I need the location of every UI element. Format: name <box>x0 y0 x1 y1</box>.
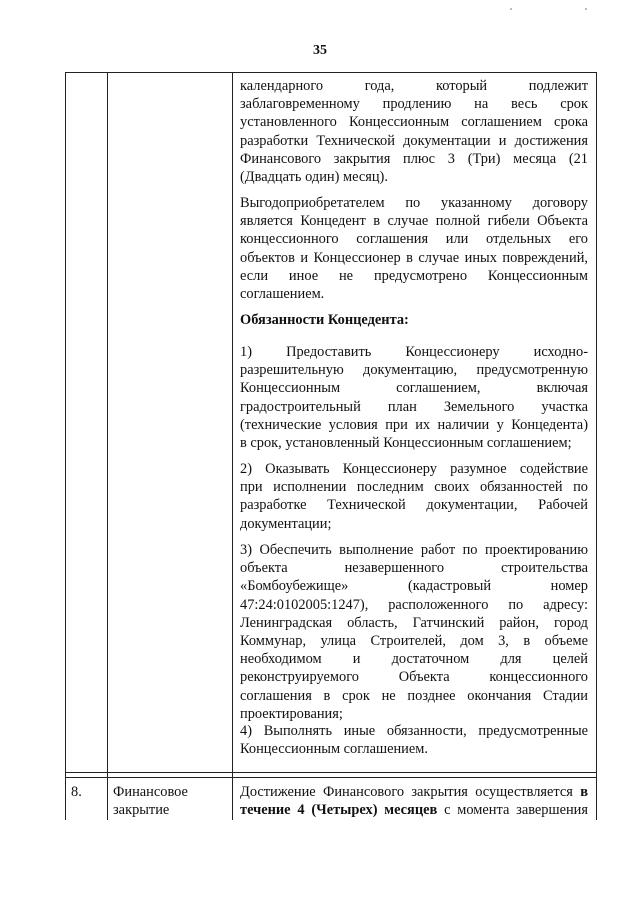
text-line: (Двадцать один) месяц). <box>240 168 388 185</box>
text-line: 47:24:0102005:1247), расположенного по адресу: <box>240 596 588 613</box>
text-line: соглашения в срок не позднее окончания Стадии <box>240 687 588 704</box>
text-line: разработки Технической документации и достижения <box>240 132 588 149</box>
text-line: в срок, установленный Концессионным соглашением; <box>240 434 572 451</box>
text-line: концессионного соглашения или отдельных его <box>240 231 588 248</box>
table-col-divider <box>107 72 108 820</box>
text-line: Финансового закрытия плюс 3 (Три) месяца (21 <box>240 150 588 167</box>
text-line: объекта незавершенного строительства <box>240 560 588 577</box>
row-number: 8. <box>71 784 82 800</box>
row-term <box>113 783 229 819</box>
text-line: необходимом и достаточном для целей <box>240 651 588 668</box>
text-line: реконструируемого Объекта концессионного <box>240 669 588 686</box>
table-col-divider <box>232 72 233 820</box>
paragraph-insurance-term <box>240 77 588 186</box>
text-line: объектов и Концессионер в случае иных повреждений, <box>240 249 588 266</box>
text-line: Концессионным соглашением. <box>240 741 428 758</box>
table-row-divider <box>65 777 596 778</box>
list-item <box>240 343 588 452</box>
table-row-divider <box>65 772 596 773</box>
text-line: при исполнении последним своих обязанностей по <box>240 479 588 496</box>
text-line: Коммунар, улица Строителей, дом 3, в объеме <box>240 632 588 649</box>
table-right-border <box>596 72 597 820</box>
list-item <box>240 722 588 758</box>
text-line: закрытие <box>113 802 170 819</box>
text-line: Финансовое <box>113 784 188 800</box>
text-line: заблаговременному продлению на весь срок <box>240 96 588 113</box>
row-description <box>240 783 588 819</box>
page-number: 35 <box>313 43 327 58</box>
text-line: документации; <box>240 515 332 532</box>
text-line: Концессионным соглашением, включая <box>240 380 588 397</box>
text-line: 1) Предоставить Концессионеру исходно- <box>240 344 588 360</box>
text-line: Выгодоприобретателем по указанному договору <box>240 195 588 211</box>
text-line: Достижение Финансового закрытия осуществляется в <box>240 784 588 800</box>
list-item <box>240 541 588 723</box>
text-line: 2) Оказывать Концессионеру разумное содействие <box>240 461 588 477</box>
text-line: является Концедент в случае полной гибели Объекта <box>240 213 588 230</box>
text-line: разработке Технической документации, Рабочей <box>240 497 588 514</box>
text-line: «Бомбоубежище» (кадастровый номер <box>240 578 588 595</box>
text-line: проектирования; <box>240 705 343 722</box>
text-line: если иное не предусмотрено Концессионным <box>240 267 588 284</box>
text-line: календарного года, который подлежит <box>240 78 588 94</box>
section-heading: Обязанности Концедента: <box>240 312 409 328</box>
text-line: 4) Выполнять иные обязанности, предусмотренные <box>240 723 588 739</box>
text-line: течение 4 (Четырех) месяцев с момента завершения <box>240 802 588 819</box>
paragraph-beneficiary <box>240 194 588 303</box>
text-line: установленного Концессионным соглашением срока <box>240 114 588 131</box>
table-top-border <box>65 72 596 73</box>
text-line: 3) Обеспечить выполнение работ по проектированию <box>240 542 588 558</box>
text-line: Ленинградская область, Гатчинский район, город <box>240 614 588 631</box>
list-item <box>240 460 588 533</box>
text-line: (технические условия при их наличии у Концедента) <box>240 416 588 433</box>
text-line: градостроительный план Земельного участка <box>240 398 588 415</box>
text-line: соглашением. <box>240 285 325 302</box>
text-line: разрешительную документацию, предусмотренную <box>240 362 588 379</box>
table-left-border <box>65 72 66 820</box>
